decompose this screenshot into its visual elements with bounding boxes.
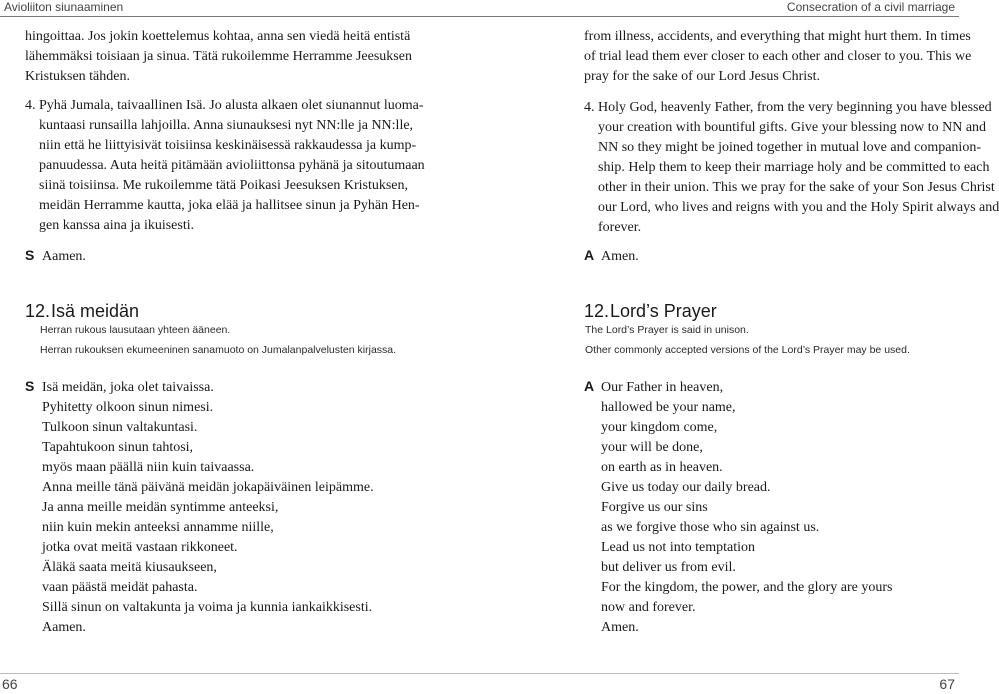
page-number: 66 (2, 676, 18, 692)
left-page (0, 0, 480, 694)
response-text: Amen. (601, 249, 639, 264)
prayer-line: Anna meille tänä päivänä meidän jokapäiväinen leipämme. (42, 480, 374, 495)
prayer-paragraph-4 (25, 96, 451, 236)
text-line: Kristuksen tähden. (25, 69, 130, 84)
intro-paragraph (584, 27, 972, 87)
prayer-line: Tulkoon sinun valtakuntasi. (42, 420, 198, 435)
text-line: Pyhä Jumala, taivaallinen Isä. Jo alusta alkaen olet siunannut luoma- (39, 98, 424, 113)
prayer-line: now and forever. (601, 600, 696, 615)
prayer-line: jotka ovat meitä vastaan rikkoneet. (42, 540, 238, 555)
running-header: Consecration of a civil marriage (480, 0, 959, 17)
prayer-line: niin kuin mekin anteeksi annamme niille, (42, 520, 274, 535)
congregation-response (584, 245, 639, 267)
text-line: Holy God, heavenly Father, from the very beginning you have blessed (598, 100, 992, 115)
text-line: from illness, accidents, and everything that might hurt them. In times (584, 29, 971, 44)
text-line: panuudessa. Auta heitä pitämään avioliittonsa pyhänä ja sitoutumaan (39, 158, 425, 173)
lords-prayer-text (584, 376, 892, 638)
text-line: forever. (598, 220, 642, 235)
prayer-line: Äläkä saata meitä kiusaukseen, (42, 560, 217, 575)
text-line: gen kanssa aina ja ikuisesti. (39, 218, 195, 233)
rubric-note: The Lord’s Prayer is said in unison. (585, 324, 749, 336)
prayer-line: For the kingdom, the power, and the glory are yours (601, 580, 893, 595)
running-header: Avioliiton siunaaminen (0, 0, 480, 17)
prayer-line: Ja anna meille meidän syntimme anteeksi, (42, 500, 279, 515)
prayer-line: Tapahtukoon sinun tahtosi, (42, 440, 194, 455)
text-line: ship. Help them to keep their marriage holy and be committed to each (598, 160, 990, 175)
rubric-note: Other commonly accepted versions of the Lord’s Prayer may be used. (585, 344, 910, 356)
text-line: meidän Herramme kautta, joka elää ja hallitsee sinun ja Pyhän Hen- (39, 198, 420, 213)
prayer-line: vaan päästä meidät pahasta. (42, 580, 198, 595)
section-title: Isä meidän (51, 301, 140, 321)
role-marker: S (25, 378, 35, 394)
lords-prayer-text (25, 376, 374, 638)
text-line: pray for the sake of our Lord Jesus Christ. (584, 69, 821, 84)
prayer-line: your will be done, (601, 440, 703, 455)
prayer-line: your kingdom come, (601, 420, 718, 435)
text-line: niin että he liittyisivät toisiinsa keskinäisessä rakkaudessa ja kump- (39, 138, 417, 153)
role-marker: A (584, 378, 595, 394)
section-number: 12. (584, 301, 610, 321)
text-line: your creation with bountiful gifts. Give your blessing now to NN and (598, 120, 987, 135)
prayer-line: Amen. (601, 620, 639, 635)
text-line: hingoittaa. Jos jokin koettelemus kohtaa, anna sen viedä heitä entistä (25, 29, 411, 44)
right-page (480, 0, 999, 694)
section-heading (25, 300, 139, 322)
response-text: Aamen. (42, 249, 86, 264)
prayer-line: Sillä sinun on valtakunta ja voima ja kunnia iankaikkisesti. (42, 600, 373, 615)
prayer-line: Pyhitetty olkoon sinun nimesi. (42, 400, 214, 415)
prayer-paragraph-4 (584, 98, 999, 238)
section-title: Lord’s Prayer (610, 301, 717, 321)
prayer-line: but deliver us from evil. (601, 560, 736, 575)
footer-rule (480, 673, 959, 674)
role-marker: S (25, 247, 35, 263)
paragraph-number: 4. (25, 98, 36, 113)
prayer-line: Give us today our daily bread. (601, 480, 771, 495)
text-line: other in their union. This we pray for the sake of your Son Jesus Christ (598, 180, 995, 195)
role-marker: A (584, 247, 595, 263)
section-heading (584, 300, 717, 322)
prayer-line: S Isä meidän, joka olet taivaissa. (25, 378, 214, 395)
rubric-note: Herran rukouksen ekumeeninen sanamuoto on Jumalanpalvelusten kirjassa. (40, 344, 397, 356)
prayer-line: Forgive us our sins (601, 500, 708, 515)
prayer-line: hallowed be your name, (601, 400, 736, 415)
prayer-line: as we forgive those who sin against us. (601, 520, 820, 535)
section-number: 12. (25, 301, 51, 321)
intro-paragraph (25, 27, 451, 87)
page-number: 67 (939, 676, 955, 692)
text-line: our Lord, who lives and reigns with you and the Holy Spirit always and (598, 200, 999, 215)
congregation-response (25, 245, 86, 267)
text-line: of trial lead them ever closer to each other and closer to you. This we (584, 49, 972, 64)
prayer-line: Lead us not into temptation (601, 540, 755, 555)
rubric-note: Herran rukous lausutaan yhteen ääneen. (40, 324, 231, 336)
prayer-line: myös maan päällä niin kuin taivaassa. (42, 460, 255, 475)
footer-rule (0, 673, 480, 674)
paragraph-number: 4. (584, 100, 595, 115)
prayer-line: on earth as in heaven. (601, 460, 723, 475)
text-line: siinä toisiinsa. Me rukoilemme tätä Poikasi Jeesuksen Kristuksen, (39, 178, 409, 193)
text-line: NN so they might be joined together in mutual love and companion- (598, 140, 981, 155)
text-line: lähemmäksi toisiaan ja sinua. Tätä rukoilemme Herramme Jeesuksen (25, 49, 412, 64)
prayer-line: Aamen. (42, 620, 86, 635)
text-line: kuntaasi runsailla lahjoilla. Anna siunauksesi nyt NN:lle ja NN:lle, (39, 118, 414, 133)
prayer-line: A Our Father in heaven, (584, 378, 724, 395)
